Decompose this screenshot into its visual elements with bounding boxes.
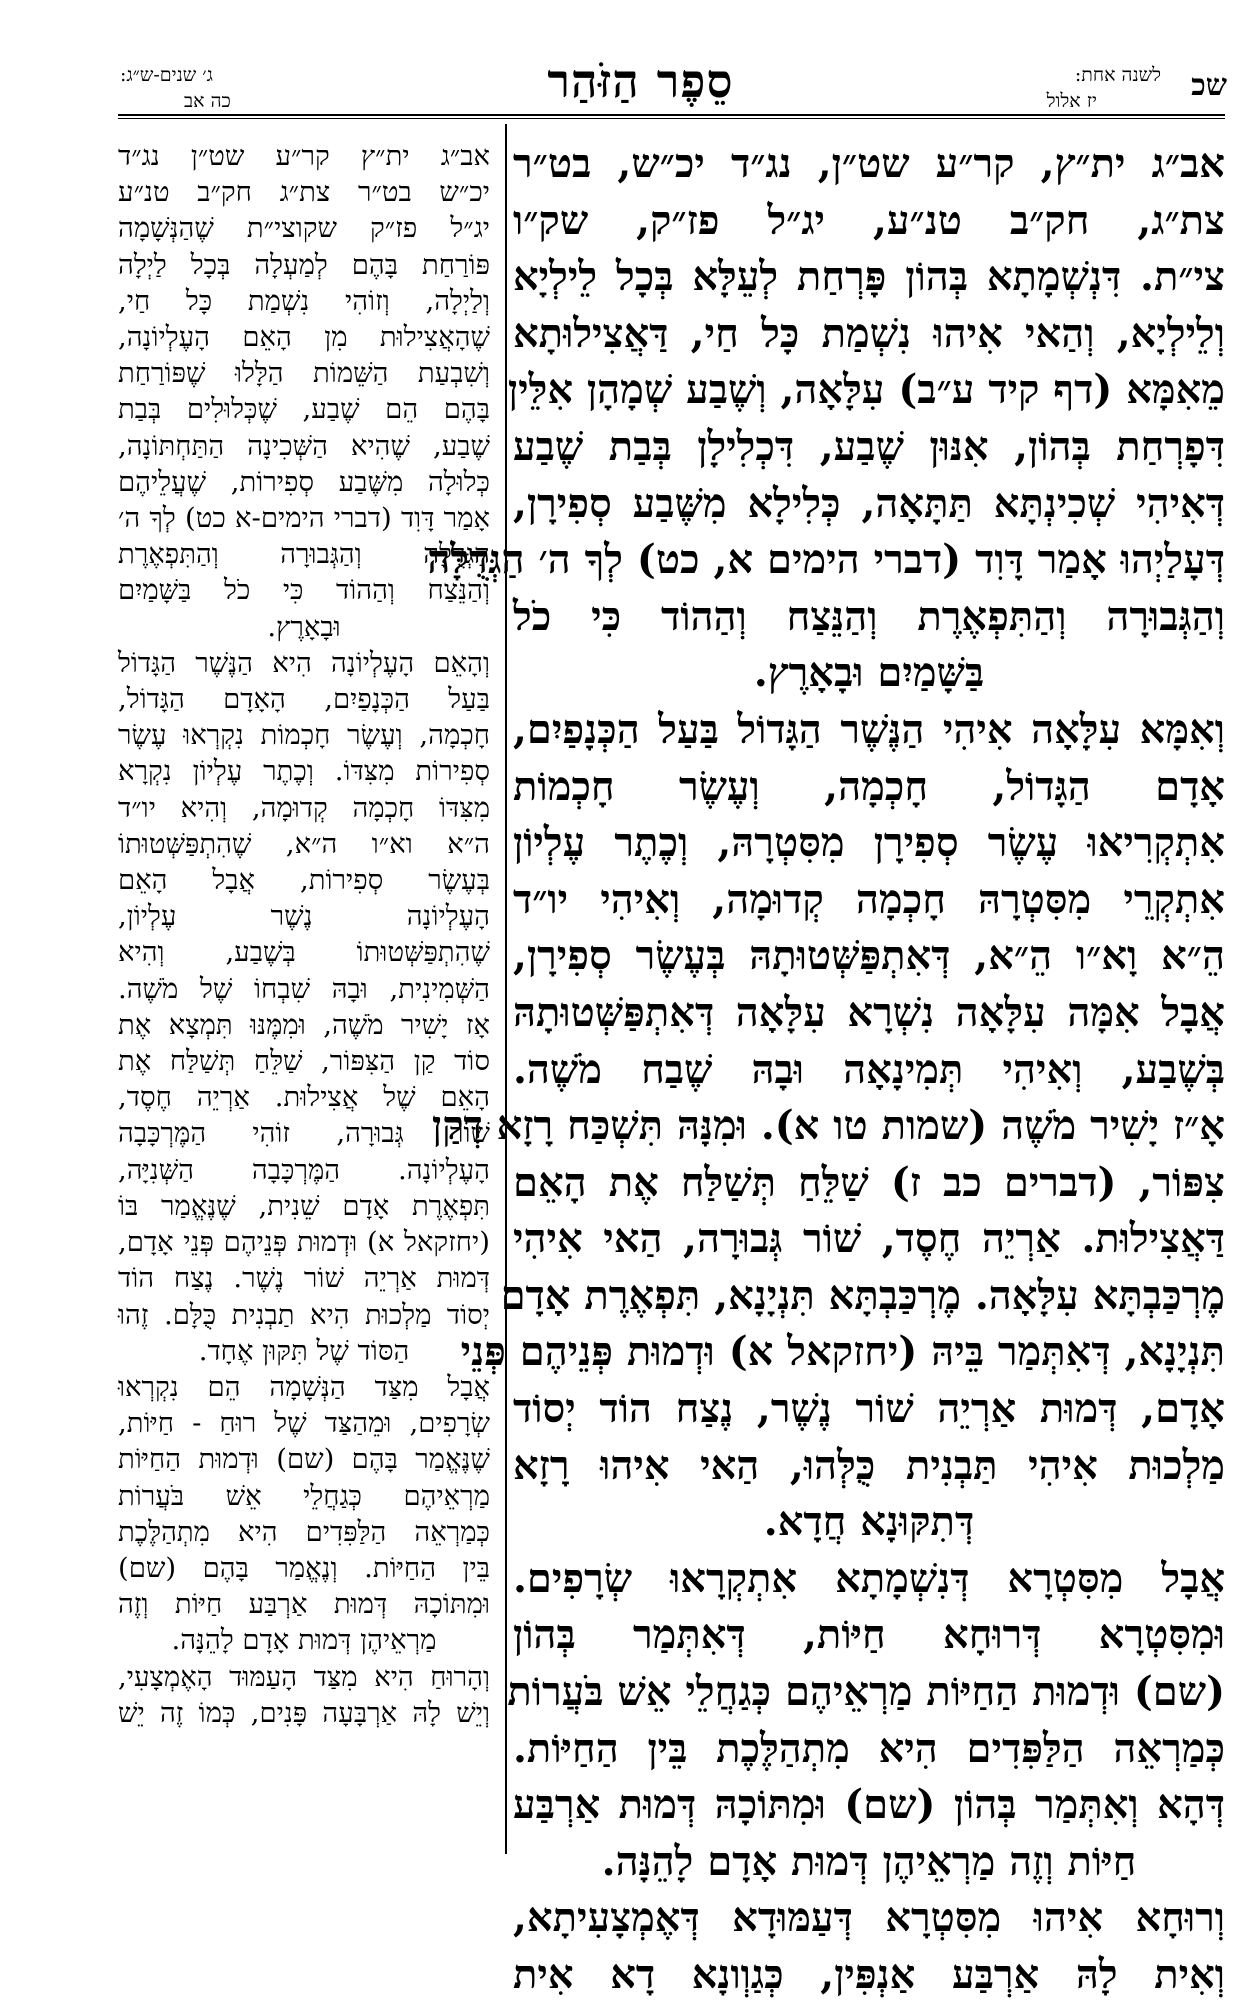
text-line: הָאֵם שֶׁל אֲצִילוּת. אַרְיֵה חֶסֶד, — [118, 1081, 490, 1114]
text-line: שְׂרָפִים, וּמֵהַצַּד שֶׁל רוּחַ - חַיּוֹת, — [118, 1407, 490, 1440]
text-line: תִּפְאֶרֶת אָדָם שֵׁנִית, שֶׁנֶּאֱמַר בּוֹ — [118, 1189, 490, 1222]
reading-cycle-label: לשנה אחת: — [1074, 64, 1161, 86]
text-line: וְרוּחָא אִיהוּ מִסִּטְרָא דְּעַמּוּדָא דְּאֶמְצָעִיתָא, — [513, 1894, 1225, 1942]
text-line: וּמִתּוֹכָהּ דְּמוּת אַרְבַּע חַיּוֹת וְזֶה — [118, 1588, 490, 1621]
text-line: וְהַגְּבוּרָה וְהַתִּפְאֶרֶת וְהַנֵּצַח וְהַהוֹד כִּי כֹל — [513, 592, 1225, 640]
text-line: הֵ״א וָא״ו הֵ״א, דְּאִתְפַּשְּׁטוּתָהּ בְּעֶשֶׂר סְפִירָן, — [513, 932, 1225, 980]
text-line: וּבָאָרֶץ. — [267, 610, 341, 643]
text-line: צי״ת. דִּנְשְׁמָתָא בְּהוֹן פָּרְחַת לְעֵלָּא בְּכָל לֵילְיָא — [513, 253, 1225, 301]
header-rule-thin — [118, 118, 1225, 119]
text-line: בַּעַל הַכְּנָפַיִם, הָאָדָם הַגָּדוֹל, — [118, 683, 490, 716]
text-line: שֶׁנֶּאֱמַר בָּהֶם (שם) וּדְמוּת הַחַיּוֹת — [118, 1443, 490, 1476]
text-line: וְהָאֵם הָעֶלְיוֹנָה הִיא הַנֶּשֶׁר הַגָּדוֹל — [118, 646, 490, 679]
text-line: מֶרְכַּבְתָּא עִלָּאָה. מֶרְכַּבְתָּא תִּנְיָנָא, תִּפְאֶרֶת אָדָם — [500, 1271, 1225, 1319]
text-line: דְּתִקּוּנָא חֲדָא. — [763, 1498, 975, 1546]
text-line: הַגְּדֻלָּה וְהַגְּבוּרָה וְהַתִּפְאֶרֶת — [118, 538, 490, 571]
text-line: דְּמוּת אַרְיֵה שׁוֹר נֶשֶׁר. נֶצַח הוֹד — [118, 1262, 490, 1295]
text-line: אָדָם, דְּמוּת אַרְיֵה שׁוֹר נֶשֶׁר, נֶצַח הוֹד יְסוֹד — [513, 1385, 1225, 1433]
header-left-reading — [120, 62, 231, 114]
text-line: שֶׁהָאֲצִילוּת מִן הָאֵם הָעֶלְיוֹנָה, — [118, 321, 490, 354]
text-line: אִתְקְרֵי מִסִּטְרָהּ חָכְמָה קְדוּמָה, וְאִיהִי יו״ד — [513, 875, 1225, 923]
text-line: שֶׁהִתְפַּשְּׁטוּתוֹ בְּשֶׁבַע, וְהִיא — [118, 936, 490, 969]
text-line: הַסּוֹד שֶׁל תִּקּוּן אֶחָד. — [198, 1334, 410, 1367]
text-line: ה״א וא״ו ה״א, שֶׁהִתְפַּשְּׁטוּתוֹ — [118, 827, 490, 860]
text-line: דַּאֲצִילוּת. אַרְיֵה חֶסֶד, שׁוֹר גְּבוּרָה, הַאי אִיהִי — [513, 1215, 1225, 1263]
text-line: וְאִית לָהּ אַרְבַּע אַנְפִּין, כְּגַוְונָא דָא אִית — [513, 1951, 1225, 1998]
text-line: מִצִּדּוֹ חָכְמָה קְדוּמָה, וְהִיא יו״ד — [118, 791, 490, 824]
text-line: פּוֹרַחַת בָּהֶם לְמַעְלָה בְּכָל לַיְלָה — [118, 248, 490, 281]
text-line: וְהָרוּחַ הִיא מִצַּד הָעַמּוּד הָאֶמְצָעִי, — [118, 1660, 490, 1693]
text-line: חָכְמָה, וְעֶשֶׂר חָכְמוֹת נִקְרְאוּ עֶשֶׂר — [118, 719, 490, 752]
text-line: שׁוֹר גְּבוּרָה, זוֹהִי הַמֶּרְכָּבָה — [118, 1117, 490, 1150]
column-divider — [505, 124, 507, 1854]
text-line: אב״ג ית״ץ, קר״ע שט״ן, נג״ד יכ״ש, בט״ר — [513, 140, 1225, 187]
hebrew-translation-column — [118, 138, 490, 1731]
text-line: וְלֵילְיָא, וְהַאי אִיהוּ נִשְׁמַת כָּל חַי, דַּאֲצִילוּתָא — [513, 309, 1225, 357]
text-line: בֵּין הַחַיּוֹת. וְנֶאֱמַר בָּהֶם (שם) — [118, 1551, 490, 1584]
header-rule — [118, 114, 1225, 116]
text-line: בַּשָּׁמַיִם וּבָאָרֶץ. — [753, 649, 985, 697]
text-line: דְּעָלַיְהוּ אָמַר דָּוִד (דברי הימים א, כט) לְךָ ה׳ הַגְּדֻלָּה — [427, 536, 1225, 584]
text-line: הַשְּׁמִינִית, וּבָהּ שִׁבְחוֹ שֶׁל מֹשֶׁה. — [118, 972, 490, 1005]
text-line: בְּשֶׁבַע, וְאִיהִי תְּמִינָאָה וּבָהּ שֶׁבַח מֹשֶׁה. — [513, 1045, 1225, 1093]
text-line: (שם) וּדְמוּת הַחַיּוֹת מַרְאֵיהֶם כְּגַחֲלֵי אֵשׁ בֹּעֲרוֹת — [507, 1668, 1225, 1716]
text-line: צת״ג, חק״ב טנ״ע, יג״ל פז״ק, שק״ו — [513, 196, 1225, 244]
text-line: מַרְאֵיהֶם כְּגַחֲלֵי אֵשׁ בֹּעֲרוֹת — [118, 1479, 490, 1512]
text-line: כְּלוּלָה מִשֶּׁבַע סְפִירוֹת, שֶׁעֲלֵיהֶם — [118, 465, 490, 498]
text-line: וְשִׁבְעַת הַשֵּׁמוֹת הַלָּלוּ שֶׁפּוֹרַחַת — [118, 357, 490, 390]
text-line: שֶׁבַע, שֶׁהִיא הַשְּׁכִינָה הַתַּחְתּוֹנָה, — [118, 429, 490, 462]
text-line: אָדָם הַגָּדוֹל, חָכְמָה, וְעֶשֶׂר חָכְמוֹת — [513, 762, 1225, 810]
text-line: מַלְכוּת אִיהִי תַּבְנִית כֻּלְּהוּ, הַאי אִיהוּ רָזָא — [513, 1441, 1225, 1489]
text-line: תִּנְיָנָא, דְּאִתְּמַר בֵּיהּ (יחזקאל א) וּדְמוּת פְּנֵיהֶם פְּנֵי — [460, 1328, 1225, 1376]
text-line: סוֹד קַן הַצִּפּוֹר, שַׁלֵּחַ תְּשַׁלַּח אֶת — [118, 1045, 490, 1078]
text-line: דְּהָא וְאִתְּמַר בְּהוֹן (שם) וּמִתּוֹכָהּ דְּמוּת אַרְבַּע — [513, 1781, 1225, 1829]
text-line: כְּמַרְאֵה הַלַּפִּדִים הִיא מִתְהַלֶּכֶת בֵּין הַחַיּוֹת. — [513, 1724, 1225, 1772]
text-line: יג״ל פז״ק שקוצי״ת שֶׁהַנְּשָׁמָה — [118, 212, 490, 245]
text-line: אִתְקְרִיאוּ עֶשֶׂר סְפִירָן מִסִּטְרָהּ, וְכֶתֶר עֶלְיוֹן — [513, 819, 1225, 867]
text-line: סְפִירוֹת מִצִּדּוֹ. וְכֶתֶר עֶלְיוֹן נִקְרָא — [118, 755, 490, 788]
text-line: דְּאִיהִי שְׁכִינְתָּא תַּתָּאָה, כְּלִילָא מִשֶּׁבַע סְפִירָן, — [513, 479, 1225, 527]
text-line: וְלַיְלָה, וְזוֹהִי נִשְׁמַת כָּל חַי, — [118, 284, 490, 317]
text-line: הָעֶלְיוֹנָה נֶשֶׁר עֶלְיוֹן, — [118, 900, 490, 933]
text-line: אֲבָל אִמָּה עִלָּאָה נִשְׁרָא עִלָּאָה דְּאִתְפַּשְּׁטוּתָהּ — [513, 988, 1225, 1036]
reading-date: יז אלול — [1046, 90, 1097, 112]
text-line: מֵאִמָּא (דף קיד ע״ב) עִלָּאָה, וְשֶׁבַע שְׁמָהָן אִלֵּין — [507, 366, 1225, 414]
book-title: סֵפֶר הַזֹּהַר — [547, 54, 734, 108]
text-line: אָז יָשִׁיר מֹשֶׁה, וּמִמֶּנּוּ תִּמְצָא אֶת — [118, 1008, 490, 1041]
text-line: הָעֶלְיוֹנָה. הַמֶּרְכָּבָה הַשְּׁנִיָּה, — [118, 1153, 490, 1186]
text-line: דִּפָרְחַת בְּהוֹן, אִנּוּן שֶׁבַע, דִּכְלִילָן בְּבַת שֶׁבַע — [513, 422, 1225, 470]
text-line: וְיֵשׁ לָהּ אַרְבָּעָה פָּנִים, כְּמוֹ זֶה יֵשׁ — [118, 1696, 490, 1729]
page-number: שכ — [1191, 68, 1227, 103]
text-line: אב״ג ית״ץ קר״ע שט״ן נג״ד — [118, 140, 490, 172]
text-line: וְהַנֵּצַח וְהַהוֹד כִּי כֹל בַּשָּׁמַיִם — [118, 574, 490, 607]
text-line: אֲבָל מִצַּד הַנְּשָׁמָה הֵם נִקְרְאוּ — [118, 1370, 490, 1403]
text-line: אָמַר דָּוִד (דברי הימים-א כט) לְךָ ה׳ — [118, 502, 490, 535]
text-line: אָ״ז יָשִׁיר מֹשֶׁה (שמות טו א). וּמִנָּהּ תִּשְׁכַּח רָזָא דְקַן — [431, 1102, 1225, 1150]
text-line: בְּעֶשֶׂר סְפִירוֹת, אֲבָל הָאֵם — [118, 864, 490, 897]
text-line: אֲבָל מִסִּטְרָא דְּנִשְׁמָתָא אִתְקְרָאוּ שְׂרָפִים. — [513, 1554, 1225, 1602]
aramaic-text-column — [427, 136, 1225, 2004]
text-line: בָּהֶם הֵם שֶׁבַע, שֶׁכְּלוּלִים בְּבַת — [118, 393, 490, 426]
text-line: כְּמַרְאֵה הַלַּפִּדִים הִיא מִתְהַלֶּכֶת — [118, 1515, 490, 1548]
reading-date: כה אב — [184, 90, 231, 112]
running-header — [120, 32, 1227, 120]
text-line: צִפּוֹר, (דברים כב ז) שַׁלֵּחַ תְּשַׁלַּח אֶת הָאֵם — [513, 1158, 1225, 1206]
text-line: וְאִמָּא עִלָּאָה אִיהִי הַנֶּשֶׁר הַגָּדוֹל בַּעַל הַכְּנָפַיִם, — [513, 705, 1225, 753]
text-line: וּמִסִּטְרָא דְּרוּחָא חַיּוֹת, דְּאִתְּמַר בְּהוֹן — [513, 1611, 1225, 1659]
text-line: יְסוֹד מַלְכוּת הִיא תַבְנִית כֻּלָּם. זֶהוּ — [118, 1298, 490, 1331]
text-line: (יחזקאל א) וּדְמוּת פְּנֵיהֶם פְּנֵי אָדָם, — [118, 1226, 490, 1259]
reading-cycle-label: ג׳ שנים-ש״ג: — [120, 64, 213, 86]
text-line: יכ״ש בט״ר צת״ג חק״ב טנ״ע — [118, 176, 490, 209]
text-line: חַיּוֹת וְזֶה מַרְאֵיהֶן דְּמוּת אָדָם לָהֵנָּה. — [601, 1837, 1137, 1885]
text-line: מַרְאֵיהֶן דְּמוּת אָדָם לָהֵנָּה. — [171, 1624, 437, 1657]
